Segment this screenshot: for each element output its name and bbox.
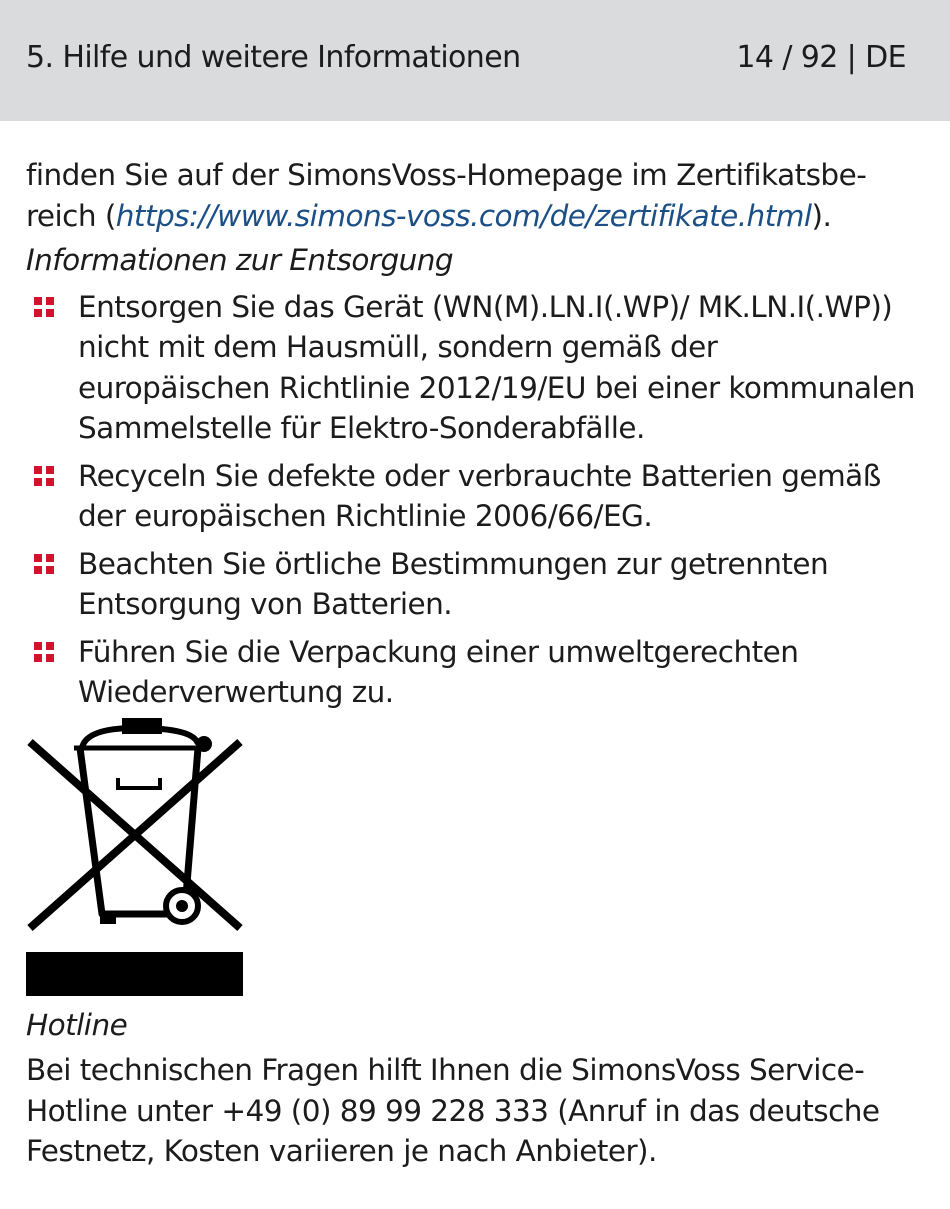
page-header [0,0,950,121]
hotline-paragraph: Bei technischen Fragen hilft Ihnen die SimonsVoss Service-Hotline unter +49 (0) 89 99 228 333 (Anruf in das deutsche Festnetz, Kosten variieren je nach Anbieter). [26,1053,880,1168]
red-square-bullet-icon [34,642,55,663]
list-item-text: Recyceln Sie defekte oder verbrauchte Batterien gemäß der europäischen Richtlinie 2006/66/EG. [78,458,881,533]
list-item [26,287,916,449]
disposal-list [26,287,916,713]
red-square-bullet-icon [34,297,55,318]
hotline-heading: Hotline [26,1008,128,1042]
list-item-text: Beachten Sie örtliche Bestimmungen zur getrennten Entsorgung von Batterien. [78,546,829,621]
certificates-link[interactable]: https://www.simons-voss.com/de/zertifikate.html [115,198,812,233]
list-item-text: Entsorgen Sie das Gerät (WN(M).LN.I(.WP)/ MK.LN.I(.WP)) nicht mit dem Hausmüll, sondern gemäß der europäischen Richtlinie 2012/19/EU bei einer kommunalen Sammelstelle für Elektro-Sonderabfälle. [78,289,915,445]
list-item-text: Führen Sie die Verpackung einer umweltgerechten Wiederverwertung zu. [78,634,799,709]
list-item [26,632,916,713]
section-title: 5. Hilfe und weitere Informationen [26,40,521,75]
intro-text: finden Sie auf der SimonsVoss-Homepage im Zertifikatsbereich ( [26,158,867,233]
crossed-out-wheelie-bin-icon [26,716,244,996]
red-square-bullet-icon [34,466,55,487]
page-number-language: 14 / 92 | DE [736,40,906,75]
list-item [26,544,916,625]
disposal-heading: Informationen zur Entsorgung [26,243,454,277]
main-content [26,155,916,720]
list-item [26,456,916,537]
intro-paragraph [26,155,916,236]
intro-text-end: ). [811,198,832,233]
red-square-bullet-icon [34,554,55,575]
